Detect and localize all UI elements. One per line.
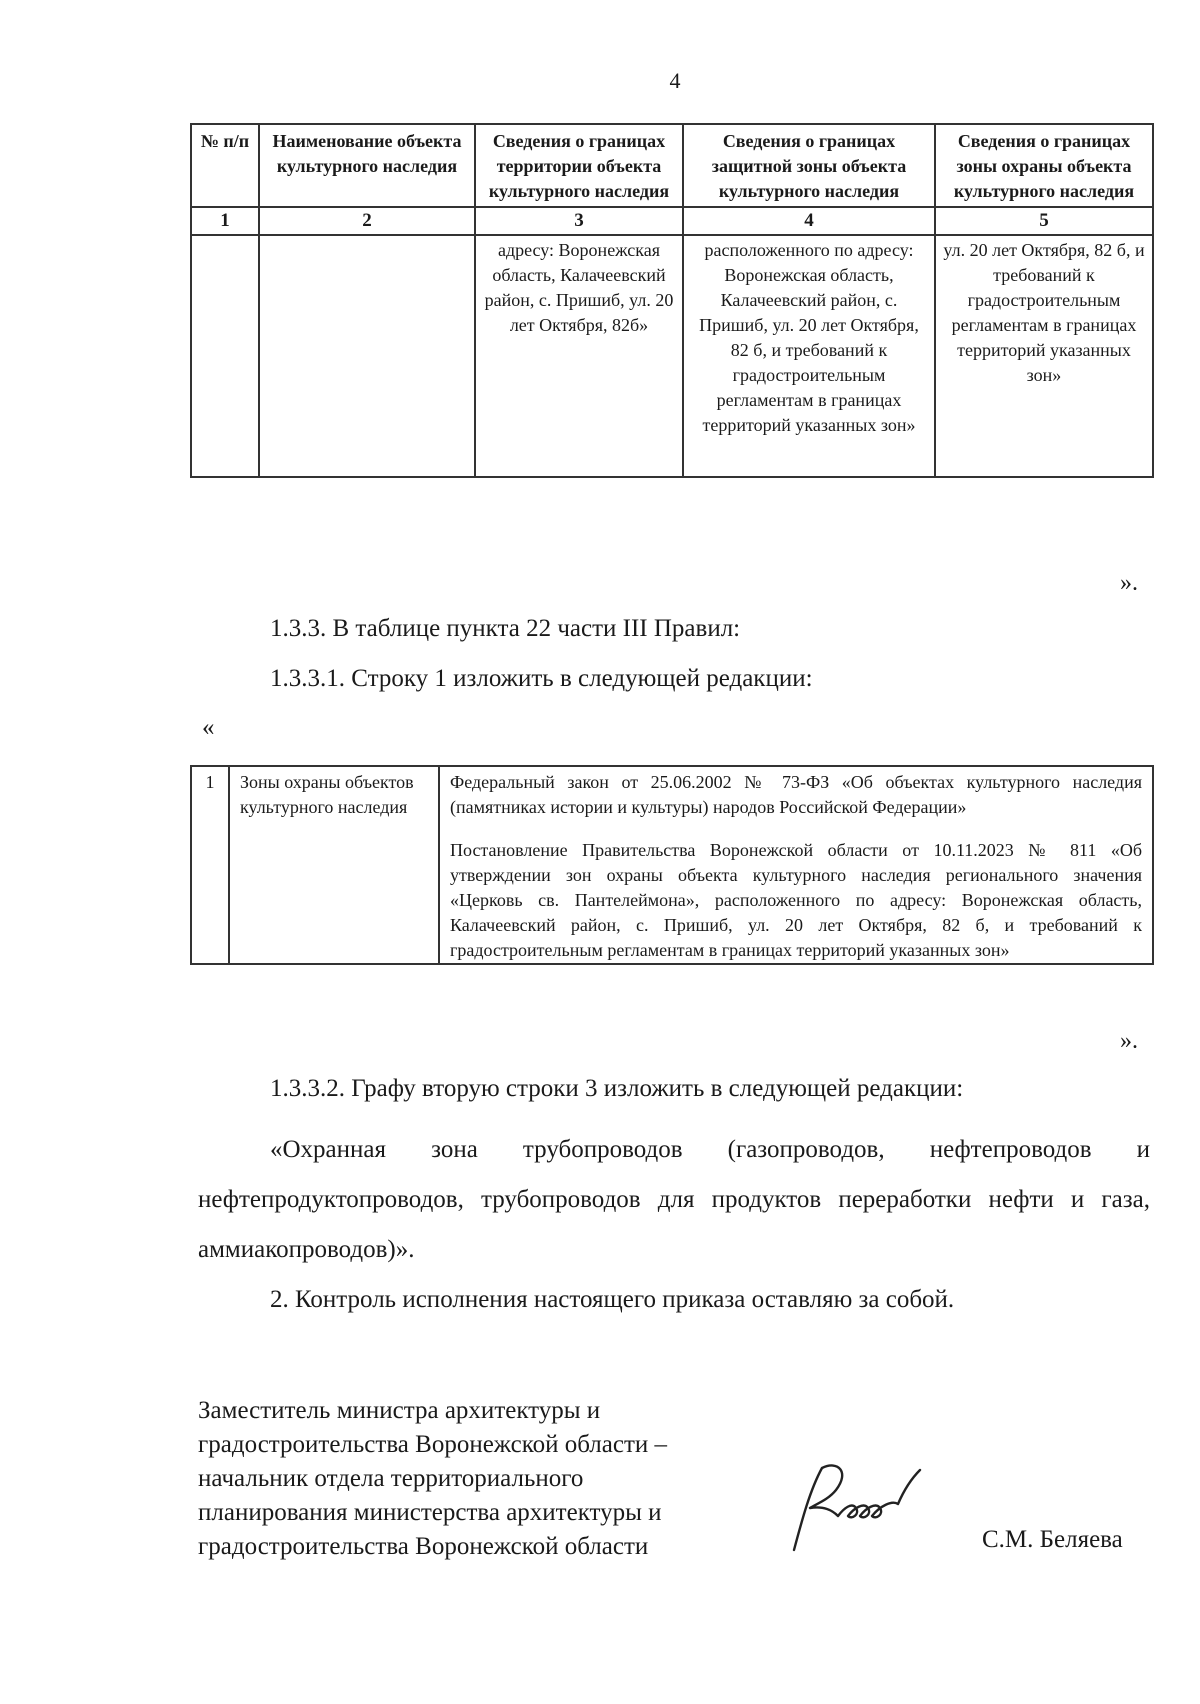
paragraph-1-3-3: 1.3.3. В таблице пункта 22 части III Правил: — [270, 615, 741, 642]
heritage-table — [190, 123, 1154, 478]
header-protective-zone: Сведения о границах защитной зоны объекта культурного наследия — [683, 124, 935, 207]
cell-protection-zone: ул. 20 лет Октября, 82 б, и требований к градостроительным регламентам в границах территорий указанных зон» — [935, 235, 1153, 477]
cell-number — [191, 235, 259, 477]
column-number: 5 — [935, 207, 1153, 235]
table1-closing-quote: ». — [1120, 570, 1138, 596]
row-number: 1 — [191, 766, 229, 964]
table-row — [191, 766, 1153, 964]
title-line: планирования министерства архитектуры и — [198, 1499, 662, 1526]
quoted-text: «Охранная зона трубопроводов (газопроводов, нефтепроводов и нефтепродуктопроводов, трубопроводов для продуктов переработки нефти и газа, аммиакопроводов)». — [198, 1136, 1150, 1263]
legal-documents — [439, 766, 1153, 964]
title-line: начальник отдела территориального — [198, 1465, 584, 1492]
table-row — [191, 235, 1153, 477]
column-number: 1 — [191, 207, 259, 235]
handwritten-signature — [780, 1450, 950, 1560]
table-header-row — [191, 124, 1153, 207]
title-line: Заместитель министра архитектуры и — [198, 1397, 601, 1424]
column-number: 3 — [475, 207, 683, 235]
page-number: 4 — [669, 68, 681, 93]
column-number-row — [191, 207, 1153, 235]
paragraph-1-3-3-2: 1.3.3.2. Графу вторую строки 3 изложить в следующей редакции: — [270, 1075, 964, 1102]
header-territory-bounds: Сведения о границах территории объекта культурного наследия — [475, 124, 683, 207]
federal-law: Федеральный закон от 25.06.2002 № 73-ФЗ «Об объектах культурного наследия (памятниках истории и культуры) народов Российской Федерации» — [450, 772, 1142, 817]
header-protection-zone: Сведения о границах зоны охраны объекта культурного наследия — [935, 124, 1153, 207]
signer-name: С.М. Беляева — [982, 1526, 1123, 1553]
zone-name: Зоны охраны объектов культурного наследия — [229, 766, 439, 964]
table2-closing-quote: ». — [1120, 1028, 1138, 1054]
paragraph-1-3-3-1: 1.3.3.1. Строку 1 изложить в следующей редакции: — [270, 665, 813, 692]
title-line: градостроительства Воронежской области – — [198, 1431, 668, 1458]
signatory-title — [198, 1394, 667, 1564]
opening-quote: « — [202, 714, 215, 741]
regulation-table — [190, 765, 1154, 965]
paragraph-2: 2. Контроль исполнения настоящего приказа оставляю за собой. — [270, 1286, 955, 1313]
title-line: градостроительства Воронежской области — [198, 1533, 649, 1560]
cell-object-name — [259, 235, 475, 477]
column-number: 4 — [683, 207, 935, 235]
header-number: № п/п — [191, 124, 259, 207]
cell-protective-zone: расположенного по адресу: Воронежская область, Калачеевский район, с. Пришиб, ул. 20 лет Октября, 82 б, и требований к градостроительным регламентам в границах территорий указанных зон» — [683, 235, 935, 477]
body-text — [198, 1125, 1150, 1325]
column-number: 2 — [259, 207, 475, 235]
government-resolution: Постановление Правительства Воронежской области от 10.11.2023 № 811 «Об утверждении зон охраны объекта культурного наследия регионального значения «Церковь св. Пантелеймона», расположенного по адресу: Воронежская область, Калачеевский район, с. Пришиб, ул. 20 лет Октября, 82 б, и требований к градостроительным регламентам в границах территорий указанных зон» — [450, 840, 1142, 960]
cell-territory-bounds: адресу: Воронежская область, Калачеевский район, с. Пришиб, ул. 20 лет Октября, 82б» — [475, 235, 683, 477]
header-object-name: Наименование объекта культурного наследия — [259, 124, 475, 207]
